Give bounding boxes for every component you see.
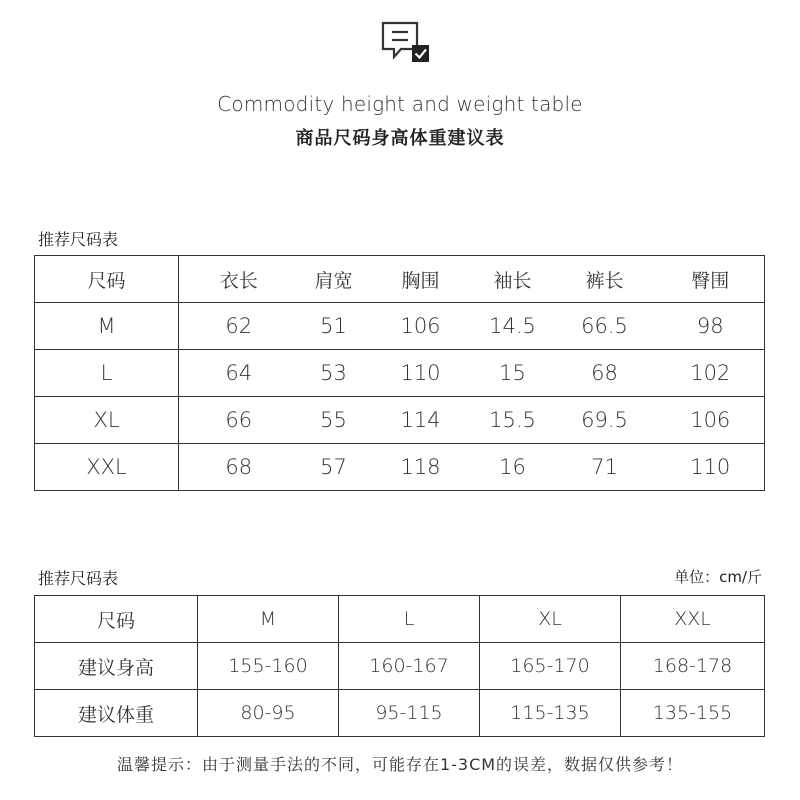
table-row bbox=[35, 444, 765, 491]
table-cell: 69.5 bbox=[553, 397, 657, 444]
table-cell: 15.5 bbox=[473, 397, 553, 444]
table-cell: 102 bbox=[657, 350, 765, 397]
table-cell: 66.5 bbox=[553, 303, 657, 350]
table-cell: 106 bbox=[369, 303, 473, 350]
table-cell: 53 bbox=[299, 350, 369, 397]
row-label-cell: 建议身高 bbox=[35, 643, 198, 690]
table-row bbox=[35, 303, 765, 350]
table-cell: 110 bbox=[369, 350, 473, 397]
table-cell: 68 bbox=[179, 444, 299, 491]
table-header-row bbox=[35, 256, 765, 303]
header-cell: 裤长 bbox=[553, 256, 657, 303]
table-cell: 16 bbox=[473, 444, 553, 491]
table-cell: 98 bbox=[657, 303, 765, 350]
header-cell: 袖长 bbox=[473, 256, 553, 303]
size-cell: L bbox=[35, 350, 179, 397]
size-cell: M bbox=[35, 303, 179, 350]
title-chinese: 商品尺码身高体重建议表 bbox=[295, 128, 505, 149]
size-table-label: 推荐尺码表 bbox=[38, 230, 119, 249]
table-cell: 155-160 bbox=[198, 643, 339, 690]
header-cell: XXL bbox=[621, 596, 765, 643]
table-cell: 15 bbox=[473, 350, 553, 397]
header-cell: XL bbox=[480, 596, 621, 643]
table-header-row bbox=[35, 596, 765, 643]
table-cell: 160-167 bbox=[339, 643, 480, 690]
table-cell: 51 bbox=[299, 303, 369, 350]
table-cell: 110 bbox=[657, 444, 765, 491]
table-row bbox=[35, 397, 765, 444]
row-label-cell: 建议体重 bbox=[35, 690, 198, 737]
height-weight-table-label: 推荐尺码表 bbox=[38, 569, 119, 588]
table-cell: 62 bbox=[179, 303, 299, 350]
header-cell: L bbox=[339, 596, 480, 643]
header-cell: 胸围 bbox=[369, 256, 473, 303]
unit-label: 单位：cm/斤 bbox=[674, 568, 762, 586]
size-measurement-table bbox=[34, 255, 765, 491]
header-cell: 肩宽 bbox=[299, 256, 369, 303]
table-cell: 71 bbox=[553, 444, 657, 491]
table-cell: 115-135 bbox=[480, 690, 621, 737]
table-cell: 168-178 bbox=[621, 643, 765, 690]
table-row bbox=[35, 350, 765, 397]
table-cell: 57 bbox=[299, 444, 369, 491]
size-cell: XL bbox=[35, 397, 179, 444]
table-cell: 68 bbox=[553, 350, 657, 397]
table-cell: 165-170 bbox=[480, 643, 621, 690]
header-cell: 尺码 bbox=[35, 256, 179, 303]
table-cell: 66 bbox=[179, 397, 299, 444]
table-row bbox=[35, 690, 765, 737]
table-cell: 95-115 bbox=[339, 690, 480, 737]
size-cell: XXL bbox=[35, 444, 179, 491]
header-cell: 衣长 bbox=[179, 256, 299, 303]
table-cell: 14.5 bbox=[473, 303, 553, 350]
header-cell: 臀围 bbox=[657, 256, 765, 303]
height-weight-table bbox=[34, 595, 765, 737]
table-cell: 118 bbox=[369, 444, 473, 491]
table-cell: 55 bbox=[299, 397, 369, 444]
table-cell: 106 bbox=[657, 397, 765, 444]
title-english: Commodity height and weight table bbox=[217, 92, 583, 116]
header-cell: 尺码 bbox=[35, 596, 198, 643]
table-cell: 64 bbox=[179, 350, 299, 397]
measurement-note: 温馨提示：由于测量手法的不同，可能存在1-3CM的误差，数据仅供参考！ bbox=[116, 755, 684, 774]
table-cell: 80-95 bbox=[198, 690, 339, 737]
table-row bbox=[35, 643, 765, 690]
comment-check-icon bbox=[380, 20, 432, 64]
table-cell: 114 bbox=[369, 397, 473, 444]
header-cell: M bbox=[198, 596, 339, 643]
table-cell: 135-155 bbox=[621, 690, 765, 737]
